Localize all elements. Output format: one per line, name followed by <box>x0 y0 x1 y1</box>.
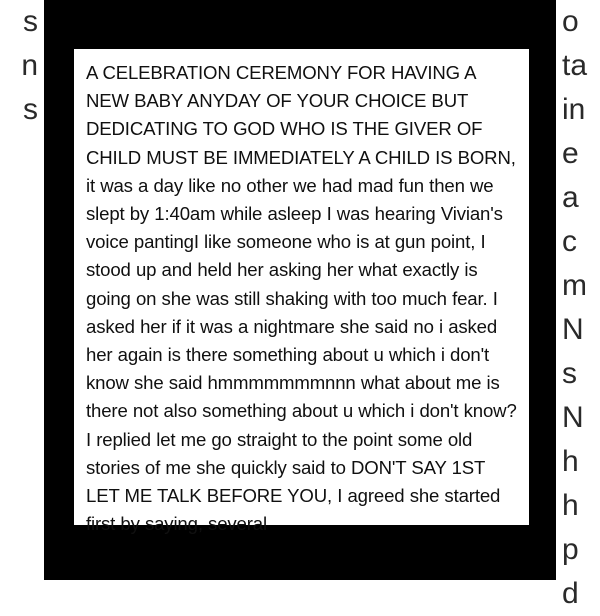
right-margin-line: c <box>562 225 577 258</box>
right-margin-line: N <box>562 313 584 346</box>
right-margin-line: p <box>562 533 579 566</box>
right-margin-line: d <box>562 577 579 610</box>
left-margin-line: n <box>21 49 38 82</box>
right-margin-line: m <box>562 269 587 302</box>
note-card <box>74 49 529 535</box>
right-margin-text-column <box>556 0 600 610</box>
right-margin-line: e <box>562 137 579 170</box>
right-margin-line: ta <box>562 49 588 82</box>
left-margin-text-column <box>0 0 44 580</box>
right-margin-line: a <box>562 181 579 214</box>
left-margin-line: s <box>23 5 38 38</box>
right-margin-line: h <box>562 489 579 522</box>
left-margin-line: s <box>23 93 38 126</box>
right-margin-line: N <box>562 401 584 434</box>
right-margin-line: s <box>562 357 577 390</box>
right-margin-line: h <box>562 445 579 478</box>
right-margin-line: o <box>562 5 579 38</box>
note-body-text: A CELEBRATION CEREMONY FOR HAVING A NEW BABY ANYDAY OF YOUR CHOICE BUT DEDICATING TO GOD WHO IS THE GIVER OF CHILD MUST BE IMMEDIATELY A CHILD IS BORN, it was a day like no other we had mad fun then we slept by 1:40am while asleep I was hearing Vivian's voice pantingI like someone who is at gun point, I stood up and held her asking her what exactly is going on she was still shaking with too much fear. I asked her if it was a nightmare she said no i asked her again is there something about u which i don't know she said hmmmmmmmnnn what about me is there not also something about u which i don't know? I replied let me go straight to the point some old stories of me she quickly said to DON'T SAY 1ST LET ME TALK BEFORE YOU, I agreed she started first by saying, several <box>86 62 517 535</box>
right-margin-line: in <box>562 93 586 126</box>
